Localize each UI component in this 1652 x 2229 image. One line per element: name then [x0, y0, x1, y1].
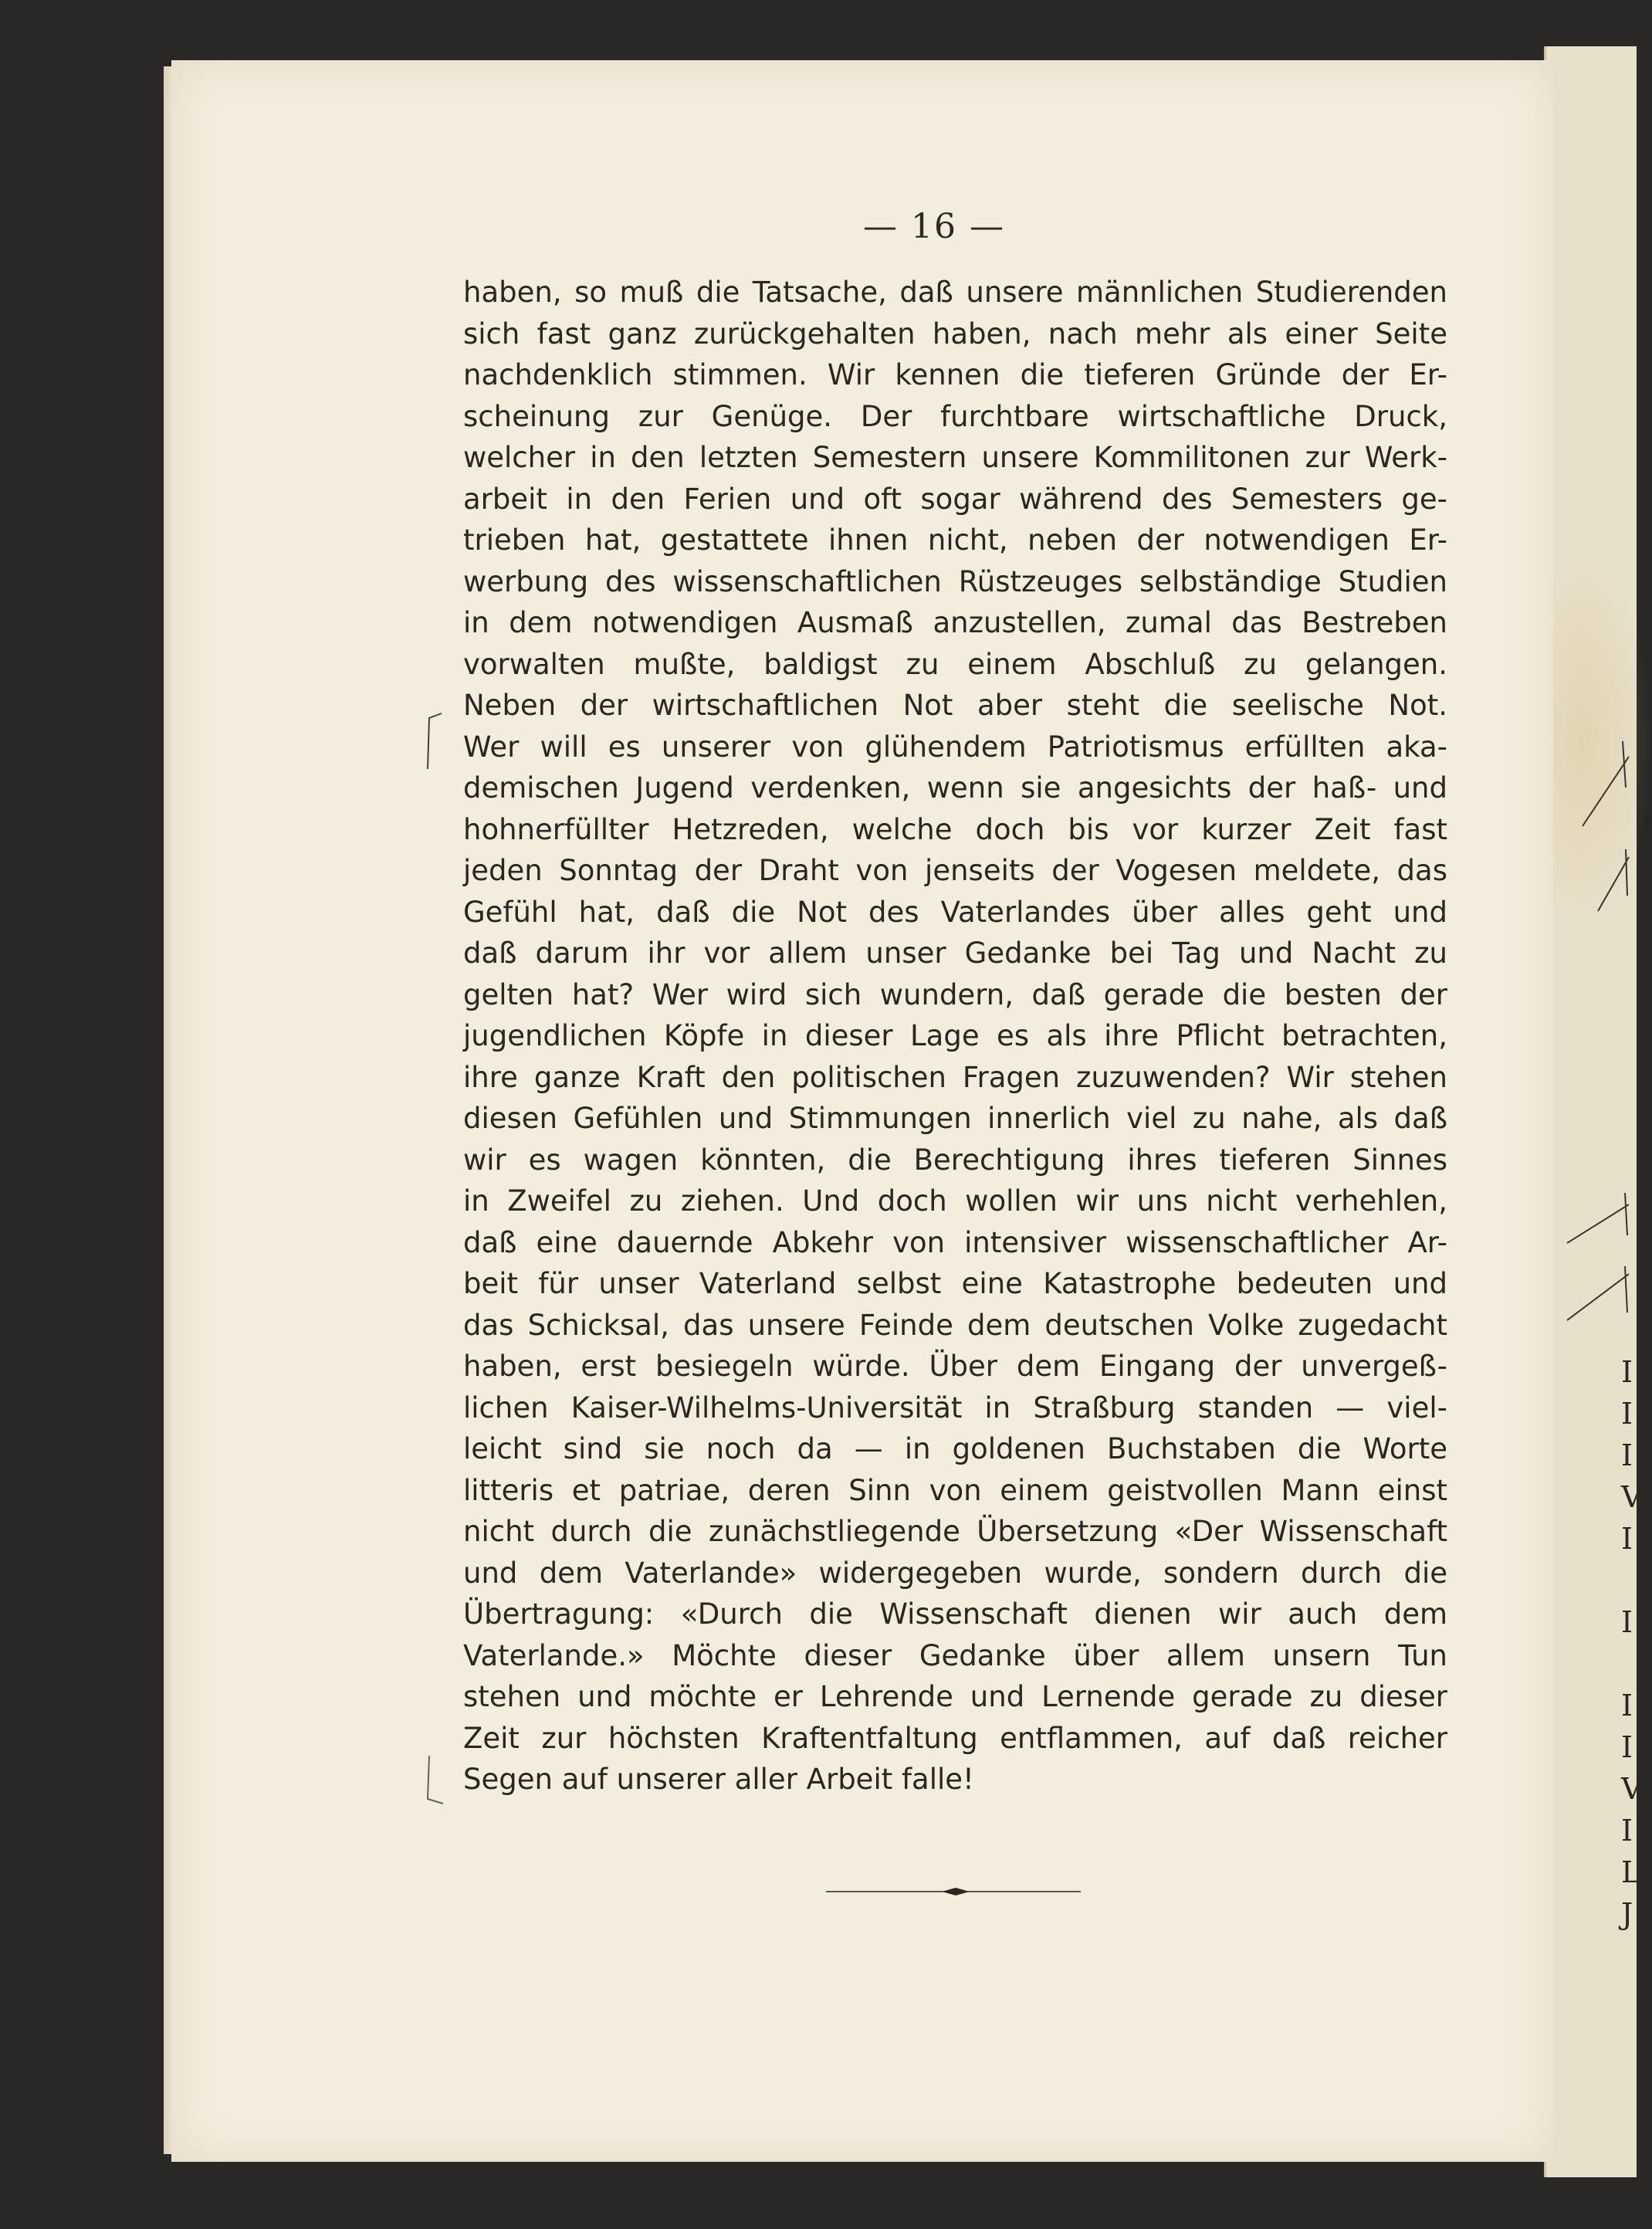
text-line: in dem notwendigen Ausmaß anzustellen, zumal das Bestreben	[463, 606, 1447, 639]
adjacent-page-text	[1621, 1351, 1643, 1935]
text-line: Gefühl hat, daß die Not des Vaterlandes über alles geht und	[463, 895, 1447, 929]
adjacent-letter: I	[1621, 1730, 1633, 1764]
text-line: hohnerfüllter Hetzreden, welche doch bis vor kurzer Zeit fast	[463, 812, 1447, 846]
text-line: leicht sind sie noch da — in goldenen Buchstaben die Worte	[463, 1432, 1447, 1465]
body-text	[463, 272, 1447, 1800]
text-line: beit für unser Vaterland selbst eine Katastrophe bedeuten und	[463, 1267, 1447, 1300]
text-line: wir es wagen könnten, die Berechtigung ihres tieferen Sinnes	[463, 1143, 1447, 1177]
text-line: demischen Jugend verdenken, wenn sie angesichts der haß- und	[463, 771, 1447, 805]
text-line: Vaterlande.» Möchte dieser Gedanke über allem unsern Tun	[463, 1638, 1447, 1672]
adjacent-letter: I	[1621, 1605, 1633, 1639]
adjacent-letter: I	[1621, 1814, 1633, 1848]
page-number: — 16 —	[863, 207, 1005, 246]
text-line: und dem Vaterlande» widergegeben wurde, sondern durch die	[463, 1556, 1447, 1590]
text-line: haben, erst besiegeln würde. Über dem Eingang der unvergeß-	[463, 1350, 1447, 1383]
adjacent-letter: V	[1621, 1772, 1643, 1806]
text-line: nicht durch die zunächstliegende Übersetzung «Der Wissenschaft	[463, 1515, 1447, 1548]
text-line: in Zweifel zu ziehen. Und doch wollen wir uns nicht verhehlen,	[463, 1184, 1447, 1218]
text-line: welcher in den letzten Semestern unsere Kommilitonen zur Werk-	[463, 441, 1447, 474]
adjacent-letter: I	[1621, 1355, 1633, 1389]
text-line: Übertragung: «Durch die Wissenschaft dienen wir auch dem	[463, 1597, 1447, 1631]
text-line: werbung des wissenschaftlichen Rüstzeuges selbständige Studien	[463, 564, 1447, 598]
text-line: sich fast ganz zurückgehalten haben, nach mehr als einer Seite	[463, 317, 1447, 351]
text-line: trieben hat, gestattete ihnen nicht, neben der notwendigen Er-	[463, 523, 1447, 557]
text-line: diesen Gefühlen und Stimmungen innerlich viel zu nahe, als daß	[463, 1102, 1447, 1135]
text-line: stehen und möchte er Lehrende und Lernende gerade zu dieser	[463, 1680, 1447, 1713]
text-line: Zeit zur höchsten Kraftentfaltung entflammen, auf daß reicher	[463, 1721, 1447, 1755]
text-line: litteris et patriae, deren Sinn von einem geistvollen Mann einst	[463, 1473, 1447, 1507]
text-line: Wer will es unserer von glühendem Patriotismus erfüllten aka-	[463, 730, 1447, 764]
text-line: Segen auf unserer aller Arbeit falle!	[463, 1763, 974, 1796]
adjacent-letter: I	[1621, 1689, 1633, 1723]
adjacent-letter: I	[1621, 1397, 1633, 1431]
closing-ornament-rule	[826, 1884, 1081, 1899]
text-line: jeden Sonntag der Draht von jenseits der Vogesen meldete, das	[463, 854, 1447, 887]
text-line: scheinung zur Genüge. Der furchtbare wirtschaftliche Druck,	[463, 399, 1447, 433]
adjacent-letter: V	[1621, 1480, 1643, 1514]
adjacent-letter: I	[1621, 1438, 1633, 1472]
margin-bracket-mark	[423, 1753, 446, 1807]
text-line: vorwalten mußte, baldigst zu einem Abschluß zu gelangen.	[463, 647, 1447, 681]
adjacent-letter: L	[1621, 1855, 1641, 1889]
margin-bracket-mark	[423, 710, 446, 772]
adjacent-letter: J	[1621, 1897, 1633, 1931]
text-line: haben, so muß die Tatsache, daß unsere männlichen Studierenden	[463, 276, 1447, 309]
text-line: daß darum ihr vor allem unser Gedanke bei Tag und Nacht zu	[463, 937, 1447, 970]
text-line: Neben der wirtschaftlichen Not aber steht die seelische Not.	[463, 689, 1447, 722]
text-line: das Schicksal, das unsere Feinde dem deutschen Volke zugedacht	[463, 1308, 1447, 1342]
text-line: ihre ganze Kraft den politischen Fragen zuzuwenden? Wir stehen	[463, 1060, 1447, 1094]
text-line: lichen Kaiser-Wilhelms-Universität in Straßburg standen — viel-	[463, 1391, 1447, 1424]
adjacent-letter: I	[1621, 1522, 1633, 1556]
text-line: nachdenklich stimmen. Wir kennen die tieferen Gründe der Er-	[463, 358, 1447, 391]
text-line: arbeit in den Ferien und oft sogar während des Semesters ge-	[463, 482, 1447, 516]
text-line: jugendlichen Köpfe in dieser Lage es als ihre Pflicht betrachten,	[463, 1019, 1447, 1052]
text-line: gelten hat? Wer wird sich wundern, daß gerade die besten der	[463, 977, 1447, 1011]
text-line: daß eine dauernde Abkehr von intensiver wissenschaftlicher Ar-	[463, 1225, 1447, 1259]
